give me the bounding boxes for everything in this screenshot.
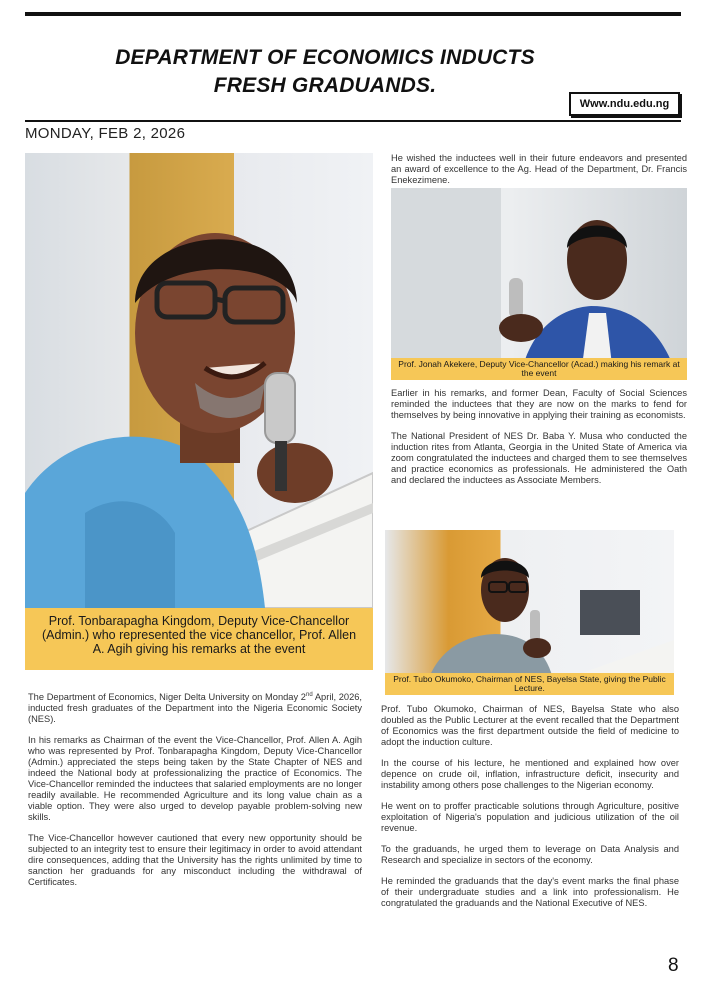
speaker-photo-illustration bbox=[391, 188, 687, 374]
paragraph: The Vice-Chancellor however cautioned that every new opportunity should be subjected to an integrity test to ensure their legitimacy in order to avoid attendant dire consequences, adding that the University has the rights unlimited by time to sanction her graduands for any misconduct including the withdrawal of Certificates. bbox=[28, 833, 362, 888]
website-url[interactable]: Www.ndu.edu.ng bbox=[569, 92, 680, 116]
main-photo bbox=[25, 153, 373, 608]
second-photo bbox=[391, 188, 687, 374]
article-right-middle bbox=[391, 388, 687, 496]
paragraph: He went on to proffer practicable solutions through Agriculture, positive exploitation of Nigeria's population and judicious utilization of the oil revenue. bbox=[381, 801, 679, 833]
article-right-lower bbox=[381, 704, 679, 919]
headline-line-2: FRESH GRADUANDS. bbox=[213, 74, 437, 97]
speaker-photo-illustration bbox=[385, 530, 674, 690]
paragraph: Earlier in his remarks, and former Dean, Faculty of Social Sciences reminded the inductees that they are now on the marks to fend for themselves by being innovative in applying their training as economists. bbox=[391, 388, 687, 420]
second-photo-caption: Prof. Jonah Akekere, Deputy Vice-Chancellor (Acad.) making his remark at the event bbox=[391, 358, 687, 380]
third-photo bbox=[385, 530, 674, 690]
publication-date: MONDAY, FEB 2, 2026 bbox=[25, 125, 186, 142]
paragraph bbox=[28, 690, 362, 725]
speaker-photo-illustration bbox=[25, 153, 373, 608]
page-headline bbox=[25, 44, 625, 100]
paragraph: In the course of his lecture, he mentioned and explained how over depence on crude oil, inflation, infrastructure deficit, insecurity and instability among others pose challenges to the Nigerian economy. bbox=[381, 758, 679, 790]
top-rule bbox=[25, 12, 681, 16]
page-number: 8 bbox=[668, 955, 679, 976]
intro-text-rest: April, 2026, inducted fresh graduates of the Department into the Nigeria Economic Society (NES). bbox=[28, 692, 362, 725]
paragraph: In his remarks as Chairman of the event the Vice-Chancellor, Prof. Allen A. Agih who was represented by Prof. Tonbarapagha Kingdom, Deputy Vice-Chancellor (Admin.) appreciated the steps being taken by the State Chapter of NES and indeed the National body at professionalizing the practice of Economics. The Vice-Chancellor reminded the inductees that salaried employments are no longer readily available. He recommended Agriculture and its long value chain as a viable option. They were also urged to develop payable problem-solving new skills. bbox=[28, 735, 362, 823]
paragraph: He wished the inductees well in their future endeavors and presented an award of excellence to the Ag. Head of the Department, Dr. Francis Enekezimene. bbox=[391, 153, 687, 185]
date-rule bbox=[25, 120, 681, 122]
headline-line-1: DEPARTMENT OF ECONOMICS INDUCTS bbox=[115, 46, 535, 69]
paragraph: To the graduands, he urged them to leverage on Data Analysis and Research and specialize in sectors of the economy. bbox=[381, 844, 679, 865]
ordinal-suffix: nd bbox=[305, 692, 313, 698]
intro-text: The Department of Economics, Niger Delta University on Monday 2 bbox=[28, 692, 306, 703]
paragraph: The National President of NES Dr. Baba Y. Musa who conducted the induction rites from Atlanta, Georgia in the United State of America via zoom congratulated the inductees and charged them to see themselves and practice economics as professionals. He administered the Oath and declared the inductees as Associate Members. bbox=[391, 431, 687, 485]
main-photo-caption: Prof. Tonbarapagha Kingdom, Deputy Vice-Chancellor (Admin.) who represented the vice chancellor, Prof. Allen A. Agih giving his remarks at the event bbox=[25, 608, 373, 670]
third-photo-caption: Prof. Tubo Okumoko, Chairman of NES, Bayelsa State, giving the Public Lecture. bbox=[385, 673, 674, 695]
paragraph: He reminded the graduands that the day's event marks the final phase of their undergraduate studies and a link into professionalism. He congratulated the graduands and the National Executive of NES. bbox=[381, 876, 679, 908]
article-left-column bbox=[28, 690, 362, 898]
paragraph: Prof. Tubo Okumoko, Chairman of NES, Bayelsa State who also doubled as the Public Lecturer at the event recalled that the Department of Economics was the first department outside the field of medicine to adopt the induction culture. bbox=[381, 704, 679, 747]
